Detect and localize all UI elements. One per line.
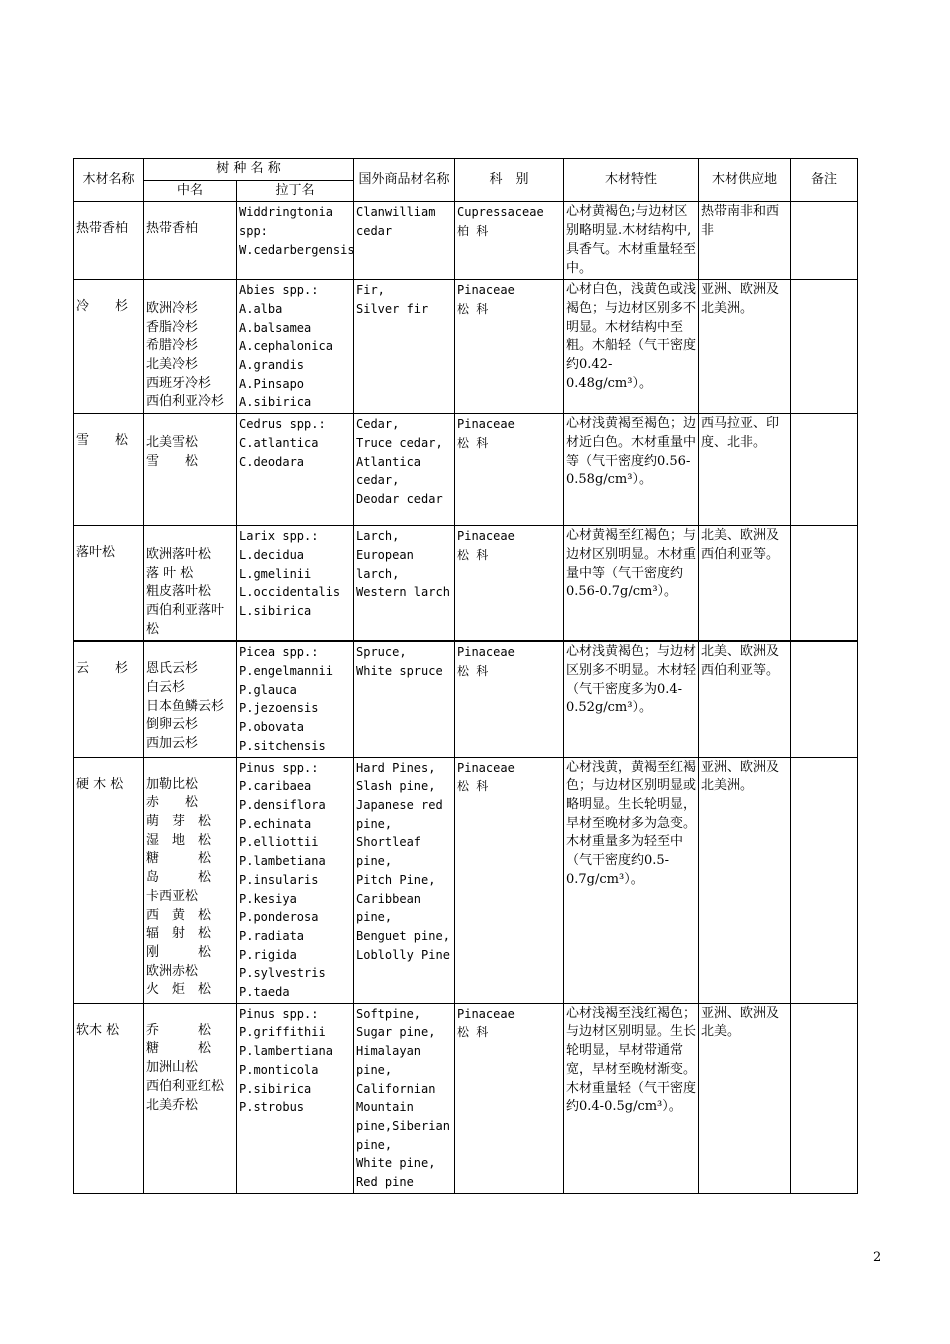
chinese-name-cell: 加勒比松 赤 松 萌 芽 松 湿 地 松 糖 松 岛 松 卡西亚松 西 黄 松 辐 射 松 刚 松 欧洲赤松 火 炬 松 [144,757,237,1003]
header-remarks: 备注 [791,159,858,202]
chinese-name-cell: 欧洲落叶松 落 叶 松 粗皮落叶松 西伯利亚落叶松 [144,526,237,642]
table-row [74,280,858,414]
latin-name-cell: Larix spp.: L.decidua L.gmelinii L.occidentalis L.sibirica [237,526,354,642]
supply-cell: 亚洲、欧洲及北美。 [699,1003,791,1193]
properties-cell: 心材黄褐色;与边材区别略明显.木材结构中,具香气。木材重量轻至中。 [564,202,699,280]
table-row [74,641,858,757]
table-row [74,202,858,280]
supply-cell: 北美、欧洲及西伯利亚等。 [699,641,791,757]
family-cell: Pinaceae 松 科 [455,757,564,1003]
properties-cell: 心材浅黄褐至褐色；边材近白色。木材重量中等（气干密度约0.56-0.58g/cm³）。 [564,414,699,526]
family-cell: Cupressaceae 柏 科 [455,202,564,280]
wood-name-cell: 热带香柏 [74,202,144,280]
latin-name-cell: Abies spp.: A.alba A.balsamea A.cephalonica A.grandis A.Pinsapo A.sibirica [237,280,354,414]
trade-name-cell: Clanwilliam cedar [354,202,455,280]
family-cell: Pinaceae 松 科 [455,641,564,757]
trade-name-cell: Spruce, White spruce [354,641,455,757]
supply-cell: 北美、欧洲及西伯利亚等。 [699,526,791,642]
latin-name-cell: Cedrus spp.: C.atlantica C.deodara [237,414,354,526]
trade-name-cell: Larch, European larch, Western larch [354,526,455,642]
latin-name-cell: Widdringtonia spp: W.cedarbergensis [237,202,354,280]
remarks-cell [791,1003,858,1193]
trade-name-cell: Fir, Silver fir [354,280,455,414]
remarks-cell [791,526,858,642]
chinese-name-cell: 热带香柏 [144,202,237,280]
header-properties: 木材特性 [564,159,699,202]
table-row [74,526,858,642]
trade-name-cell: Cedar, Truce cedar, Atlantica cedar, Deodar cedar [354,414,455,526]
header-latin-name: 拉丁名 [237,180,354,202]
header-trade-name: 国外商品材名称 [354,159,455,202]
family-cell: Pinaceae 松 科 [455,280,564,414]
supply-cell: 亚洲、欧洲及北美洲。 [699,757,791,1003]
header-species-name: 树 种 名 称 [144,159,354,181]
properties-cell: 心材黄褐至红褐色；与边材区别明显。木材重量中等（气干密度约0.56-0.7g/cm³）。 [564,526,699,642]
remarks-cell [791,757,858,1003]
latin-name-cell: Pinus spp.: P.caribaea P.densiflora P.echinata P.elliottii P.lambetiana P.insularis P.kesiya P.ponderosa P.radiata P.rigida P.sylvestris P.taeda [237,757,354,1003]
wood-name-cell: 雪 松 [74,414,144,526]
supply-cell: 热带南非和西非 [699,202,791,280]
supply-cell: 西马拉亚、印度、北非。 [699,414,791,526]
trade-name-cell: Softpine, Sugar pine, Himalayan pine, Californian Mountain pine,Siberian pine, White pine, Red pine [354,1003,455,1193]
latin-name-cell: Picea spp.: P.engelmannii P.glauca P.jezoensis P.obovata P.sitchensis [237,641,354,757]
trade-name-cell: Hard Pines, Slash pine, Japanese red pine, Shortleaf pine, Pitch Pine, Caribbean pine, Benguet pine, Loblolly Pine [354,757,455,1003]
remarks-cell [791,280,858,414]
chinese-name-cell: 欧洲冷杉 香脂冷杉 希腊冷杉 北美冷杉 西班牙冷杉 西伯利亚冷杉 [144,280,237,414]
table-row [74,1003,858,1193]
properties-cell: 心材浅褐至浅红褐色；与边材区别明显。生长轮明显，早材带通常宽，早材至晚材渐变。木材重量轻（气干密度约0.4-0.5g/cm³）。 [564,1003,699,1193]
properties-cell: 心材浅黄，黄褐至红褐色；与边材区别明显或略明显。生长轮明显，早材至晚材多为急变。木材重量多为轻至中（气干密度约0.5-0.7g/cm³）。 [564,757,699,1003]
wood-name-cell: 落叶松 [74,526,144,642]
family-cell: Pinaceae 松 科 [455,526,564,642]
wood-name-cell: 硬 木 松 [74,757,144,1003]
family-cell: Pinaceae 松 科 [455,414,564,526]
chinese-name-cell: 乔 松 糖 松 加洲山松 西伯利亚红松 北美乔松 [144,1003,237,1193]
wood-name-cell: 冷 杉 [74,280,144,414]
header-chinese-name: 中名 [144,180,237,202]
chinese-name-cell: 北美雪松 雪 松 [144,414,237,526]
header-wood-name: 木材名称 [74,159,144,202]
table-row [74,414,858,526]
supply-cell: 亚洲、欧洲及北美洲。 [699,280,791,414]
wood-species-table [73,158,858,1194]
family-cell: Pinaceae 松 科 [455,1003,564,1193]
remarks-cell [791,414,858,526]
latin-name-cell: Pinus spp.: P.griffithii P.lambertiana P.monticola P.sibirica P.strobus [237,1003,354,1193]
page-number: 2 [873,1250,882,1265]
wood-name-cell: 软木 松 [74,1003,144,1193]
header-supply: 木材供应地 [699,159,791,202]
header-family: 科 别 [455,159,564,202]
table-row [74,757,858,1003]
properties-cell: 心材白色，浅黄色或浅褐色；与边材区别多不明显。木材结构中至粗。木船轻（气干密度约0.42-0.48g/cm³）。 [564,280,699,414]
chinese-name-cell: 恩氏云杉 白云杉 日本鱼鳞云杉 倒卵云杉 西加云杉 [144,641,237,757]
remarks-cell [791,641,858,757]
wood-name-cell: 云 杉 [74,641,144,757]
remarks-cell [791,202,858,280]
properties-cell: 心材浅黄褐色；与边材区别多不明显。木材轻（气干密度多为0.4-0.52g/cm³）。 [564,641,699,757]
